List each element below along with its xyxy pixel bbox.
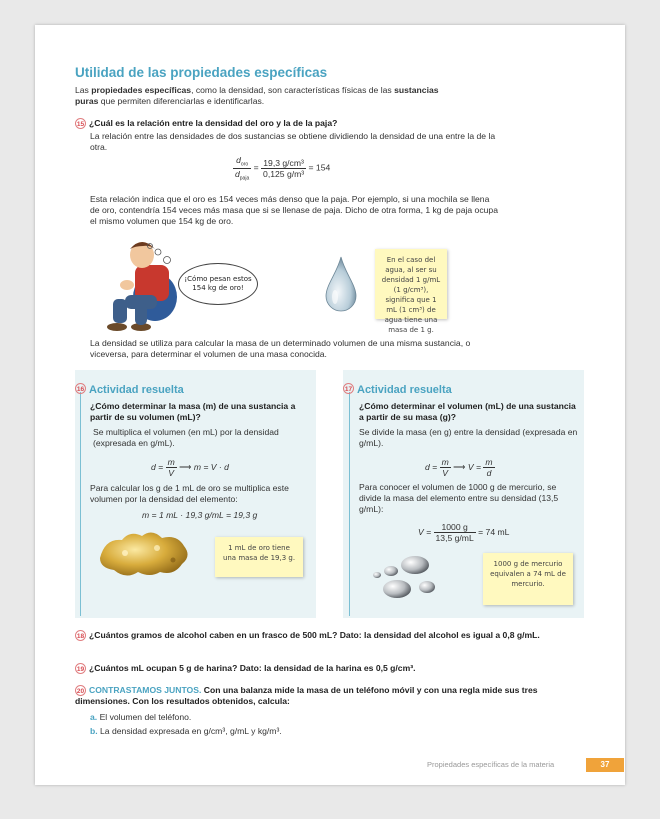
arrow: ⟶ — [453, 461, 466, 472]
item-text: La densidad expresada en g/cm³, g/mL y kg/m³. — [100, 726, 282, 736]
formula-right: V = — [467, 461, 481, 472]
numerator: m — [441, 457, 449, 467]
formula-fraction — [166, 457, 177, 478]
activity-16-header — [75, 380, 184, 398]
activity-title: Actividad resuelta — [89, 384, 184, 396]
item-text: El volumen del teléfono. — [99, 712, 192, 722]
ratio-fraction — [233, 155, 251, 181]
question-text: Con una balanza mide la masa de un teléfono móvil y con una regla mide sus tres dimensiones. Con los resultados obtenidos, calcula: — [75, 685, 538, 707]
denominator: V — [442, 468, 449, 478]
section-title: Utilidad de las propiedades específicas — [75, 65, 328, 80]
formula-left: V = — [418, 526, 432, 537]
question-text: ¿Cuántos mL ocupan 5 g de harina? Dato: la densidad de la harina es 0,5 g/cm³. — [89, 663, 416, 673]
question-number: 15 — [75, 118, 86, 129]
result: = 154 — [308, 162, 331, 173]
question-20 — [75, 685, 540, 707]
intro-paragraph — [75, 85, 495, 107]
d-symbol: d — [235, 168, 240, 179]
activity-number: 17 — [343, 383, 354, 394]
thought-bubble: ¡Cómo pesan estos 154 kg de oro! — [178, 263, 258, 305]
intro-bold: sustancias — [394, 85, 439, 95]
denominator: 0,125 g/m³ — [263, 168, 305, 179]
question-15 — [75, 118, 515, 129]
mercury-note: 1000 g de mercurio equivalen a 74 mL de mercurio. — [483, 553, 573, 605]
arrow: ⟶ — [179, 461, 192, 472]
activity-line — [349, 392, 350, 616]
d-symbol: d — [236, 155, 241, 165]
density-ratio-formula — [233, 155, 330, 181]
mercury-drops-image — [369, 553, 469, 603]
question-text: ¿Cuántos gramos de alcohol caben en un frasco de 500 mL? Dato: la densidad del alcohol es igual a 0,8 g/mL. — [89, 630, 540, 640]
question-number: 20 — [75, 685, 86, 696]
activity-17-header — [343, 380, 452, 398]
formula-right: = 74 mL — [478, 526, 510, 537]
gold-note: 1 mL de oro tiene una masa de 19,3 g. — [215, 537, 303, 577]
question-number: 19 — [75, 663, 86, 674]
question-text: ¿Cuál es la relación entre la densidad del oro y la de la paja? — [89, 118, 338, 128]
activity-16-formula — [151, 457, 229, 478]
subscript: oro — [240, 161, 249, 168]
page-number: 37 — [586, 758, 624, 772]
numerator: m — [167, 457, 175, 467]
activity-16-calc: m = 1 mL · 19,3 g/mL = 19,3 g — [142, 510, 258, 520]
activity-17-question: ¿Cómo determinar el volumen (mL) de una sustancia a partir de su masa (g)? — [359, 401, 576, 422]
item-letter: b. — [90, 726, 98, 736]
value-fraction — [261, 158, 306, 179]
intro-text: Las — [75, 85, 92, 95]
activity-16-method: Se multiplica el volumen (en mL) por la densidad (expresada en g/mL). — [93, 427, 279, 448]
density-use-paragraph: La densidad se utiliza para calcular la masa de un determinado volumen de una misma sustancia, o viceversa, para determinar el volumen de una masa conocida. — [90, 338, 471, 359]
intro-text: que permiten diferenciarlas e identificarlas. — [98, 96, 265, 106]
formula-fraction — [483, 457, 494, 478]
question-20-item-b — [90, 726, 282, 737]
question-20-item-a — [90, 712, 191, 723]
denominator: d — [486, 468, 492, 478]
footer-chapter: Propiedades específicas de la materia — [427, 760, 555, 769]
formula-right: m = V · d — [193, 461, 229, 472]
denominator: 13,5 g/mL — [435, 533, 474, 543]
water-drop-icon — [323, 255, 359, 313]
formula-left: d = — [425, 461, 438, 472]
water-density-note: En el caso del agua, al ser su densidad 1 g/mL (1 g/cm³), significa que 1 mL (1 cm³) de agua tiene una masa de 1 g. — [375, 249, 447, 319]
numerator: 1000 g — [434, 522, 476, 533]
thought-dots — [147, 243, 157, 253]
equals: = — [253, 162, 259, 173]
activity-16-calc-text: Para calcular los g de 1 mL de oro se multiplica este volumen por la densidad del elemento: — [90, 483, 289, 504]
textbook-page — [35, 25, 625, 785]
q15-conclusion: Esta relación indica que el oro es 154 veces más denso que la paja. Por ejemplo, si una mochila se llena de oro, contendría 154 veces más masa que si se llenase de paja. Dicho de otra forma, 1 kg de paja ocupa el mismo volumen que 154 kg de oro. — [90, 194, 498, 226]
question-label: CONTRASTAMOS JUNTOS. — [89, 685, 202, 695]
item-letter: a. — [90, 712, 98, 722]
activity-17-formula — [425, 457, 495, 478]
q15-explanation: La relación entre las densidades de dos sustancias se obtiene dividiendo la densidad de una entre la de la otra. — [90, 131, 496, 152]
question-19 — [75, 663, 540, 674]
formula-left: d = — [151, 461, 164, 472]
activity-16-question: ¿Cómo determinar la masa (m) de una sustancia a partir de su volumen (mL)? — [90, 401, 296, 422]
intro-bold: puras — [75, 96, 99, 106]
numerator: 19,3 g/cm³ — [261, 158, 306, 169]
activity-17-method: Se divide la masa (en g) entre la densidad (expresada en g/mL). — [359, 427, 578, 448]
question-18 — [75, 630, 540, 641]
activity-title: Actividad resuelta — [357, 384, 452, 396]
activity-line — [80, 392, 81, 616]
subscript: paja — [239, 175, 250, 182]
denominator: V — [168, 468, 175, 478]
intro-bold: propiedades específicas — [91, 85, 192, 95]
activity-17-calc-text: Para conocer el volumen de 1000 g de mercurio, se divide la masa del elemento entre su densidad (13,5 g/mL): — [359, 482, 559, 514]
intro-text: , como la densidad, son características físicas de las — [191, 85, 395, 95]
gold-nugget-image — [95, 528, 195, 580]
activity-17-calc — [418, 522, 509, 543]
formula-fraction — [440, 457, 451, 478]
question-number: 18 — [75, 630, 86, 641]
formula-fraction — [434, 522, 476, 543]
activity-number: 16 — [75, 383, 86, 394]
numerator: m — [485, 457, 493, 467]
